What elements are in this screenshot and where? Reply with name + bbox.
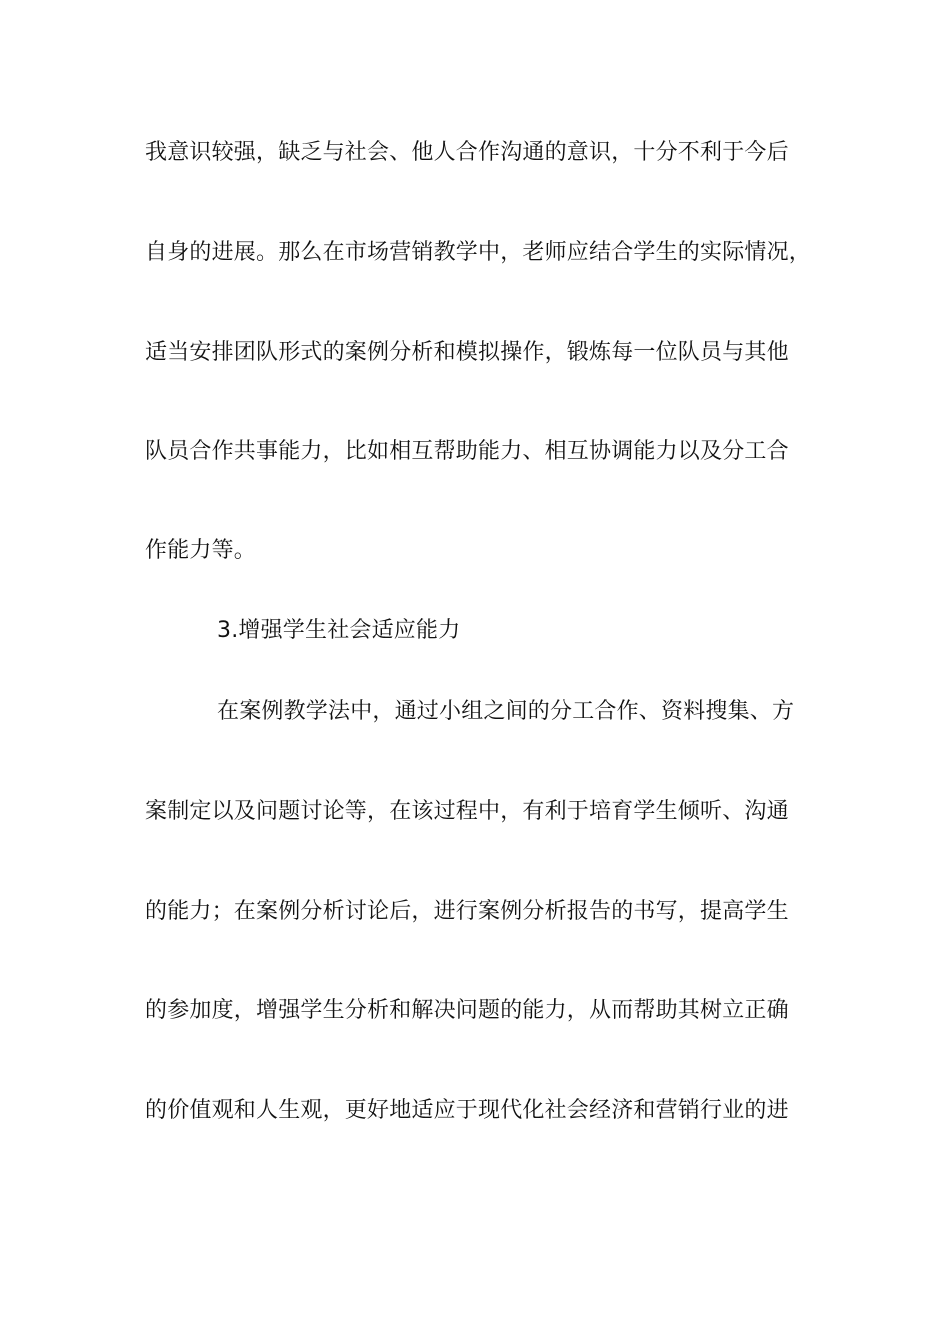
paragraph-line: 作能力等。 [145,538,257,563]
paragraph-line: 在案例教学法中，通过小组之间的分工合作、资料搜集、方 [217,699,795,724]
paragraph-line: 的价值观和人生观，更好地适应于现代化社会经济和营销行业的进 [145,1098,789,1123]
paragraph-line: 案制定以及问题讨论等，在该过程中，有利于培育学生倾听、沟通 [145,799,789,824]
section-heading: 3.增强学生社会适应能力 [217,618,461,643]
paragraph-line: 队员合作共事能力，比如相互帮助能力、相互协调能力以及分工合 [145,439,789,464]
paragraph-line: 适当安排团队形式的案例分析和模拟操作，锻炼每一位队员与其他 [145,340,789,365]
paragraph-line: 我意识较强，缺乏与社会、他人合作沟通的意识，十分不利于今后 [145,140,789,165]
paragraph-line: 的参加度，增强学生分析和解决问题的能力，从而帮助其树立正确 [145,998,789,1023]
paragraph-line: 自身的进展。那么在市场营销教学中，老师应结合学生的实际情况， [145,240,812,265]
paragraph-line: 的能力；在案例分析讨论后，进行案例分析报告的书写，提高学生 [145,899,789,924]
